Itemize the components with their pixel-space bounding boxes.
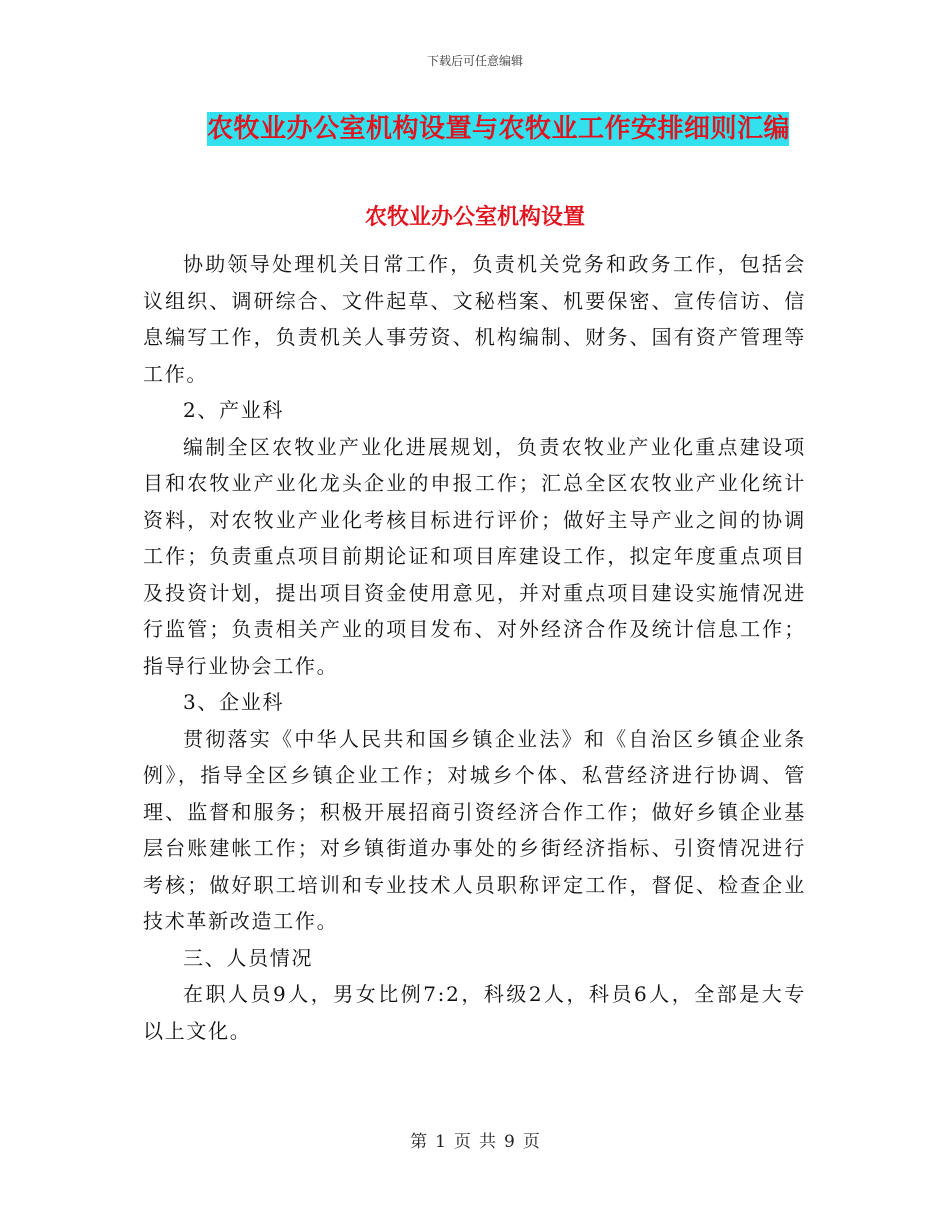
paragraph-staff-info: 在职人员9人，男女比例7:2，科级2人，科员6人，全部是大专以上文化。 — [143, 982, 806, 1043]
heading-staff-section: 三、人员情况 — [183, 945, 314, 970]
total-suffix: 页 — [522, 1132, 540, 1152]
page-footer — [0, 1127, 950, 1152]
page-label-mid: 页 — [454, 1132, 471, 1152]
heading-industry-section: 2、产业科 — [183, 398, 285, 422]
page-number: 1 — [435, 1132, 446, 1152]
paragraph-industry-duties: 编制全区农牧业产业化进展规划，负责农牧业产业化重点建设项目和农牧业产业化龙头企业的申报工作；汇总全区农牧业产业化统计资料，对农牧业产业化考核目标进行评价；做好主导产业之间的协调工作；负责重点项目前期论证和项目库建设工作，拟定年度重点项目及投资计划，提出项目资金使用意见，并对重点项目建设实施情况进行监管；负责相关产业的项目发布、对外经济合作及统计信息工作；指导行业协会工作。 — [143, 434, 806, 678]
heading-enterprise-section: 3、企业科 — [183, 690, 285, 714]
paragraph-office-duties: 协助领导处理机关日常工作，负责机关党务和政务工作，包括会议组织、调研综合、文件起草、文秘档案、机要保密、宣传信访、信息编写工作，负责机关人事劳资、机构编制、财务、国有资产管理等工作。 — [143, 252, 806, 386]
total-prefix: 共 — [479, 1132, 496, 1152]
paragraph-enterprise-duties: 贯彻落实《中华人民共和国乡镇企业法》和《自治区乡镇企业条例》，指导全区乡镇企业工作；对城乡个体、私营经济进行协调、管理、监督和服务；积极开展招商引资经济合作工作；做好乡镇企业基层台账建帐工作；对乡镇街道办事处的乡街经济指标、引资情况进行考核；做好职工培训和专业技术人员职称评定工作，督促、检查企业技术革新改造工作。 — [143, 726, 806, 933]
header-note: 下载后可任意编辑 — [426, 54, 523, 68]
document-title: 农牧业办公室机构设置与农牧业工作安排细则汇编 — [207, 114, 791, 144]
section-title: 农牧业办公室机构设置 — [364, 204, 585, 230]
total-pages: 9 — [504, 1132, 515, 1152]
document-body — [143, 246, 806, 1049]
page-label-prefix: 第 — [410, 1132, 428, 1152]
